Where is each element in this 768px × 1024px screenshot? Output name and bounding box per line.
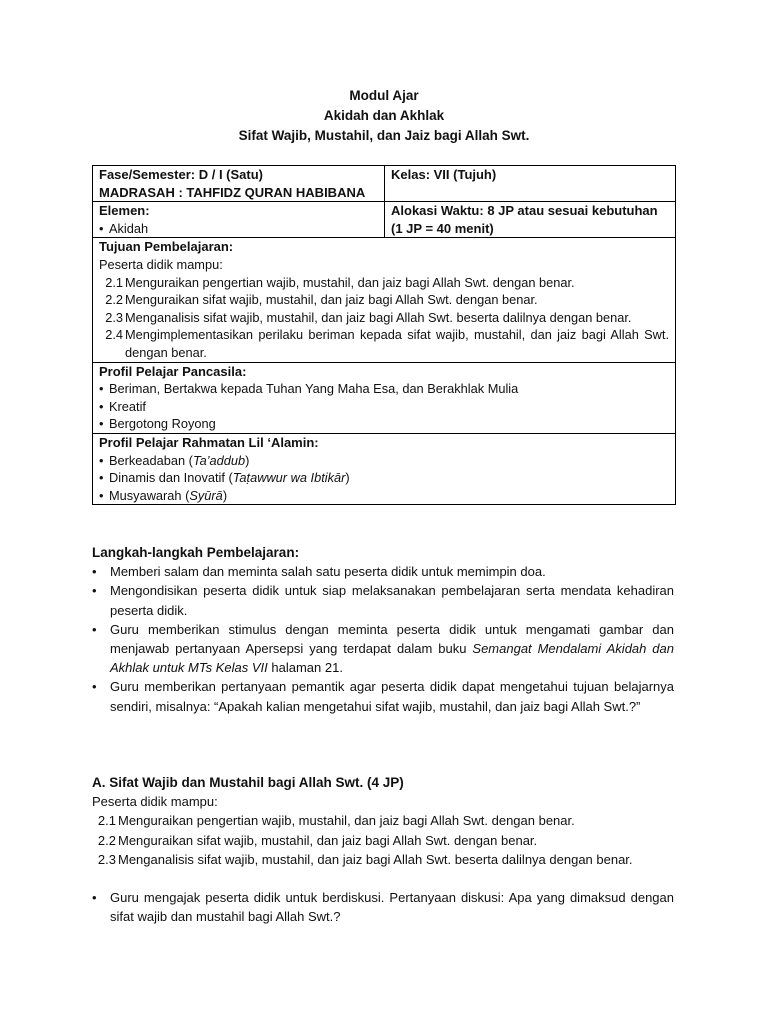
section-a-intro: Peserta didik mampu: (92, 794, 218, 810)
list-item (99, 415, 669, 433)
list-item (92, 581, 674, 619)
list-item (99, 380, 669, 398)
list-item (92, 677, 674, 715)
rahmatan-end: ) (245, 452, 250, 468)
langkah-section (92, 543, 674, 716)
bullet-icon: • (99, 220, 104, 236)
kelas-cell (385, 166, 676, 202)
list-item (92, 562, 674, 581)
tujuan-label: Tujuan Pembelajaran: (99, 239, 234, 255)
rahmatan-italic: Ta’addub (192, 452, 246, 468)
item-number: 2.1 (105, 274, 123, 290)
bullet-icon: • (99, 452, 104, 468)
table-row (93, 238, 676, 362)
item-number: 2.2 (97, 832, 116, 848)
langkah-item: Memberi salam dan meminta salah satu peserta didik untuk memimpin doa. (110, 564, 546, 580)
list-item (99, 326, 669, 361)
profil-item: Bergotong Royong (109, 416, 216, 432)
bullet-icon: • (92, 890, 97, 906)
item-text: Menguraikan sifat wajib, mustahil, dan jaiz bagi Allah Swt. dengan benar. (125, 292, 538, 308)
table-row (93, 433, 676, 504)
item-number: 2.3 (105, 309, 123, 325)
document-header (0, 86, 768, 146)
rahmatan-text: Musyawarah ( (109, 487, 190, 503)
elemen-cell (93, 202, 385, 238)
list-item (99, 398, 669, 416)
profil-cell (93, 362, 676, 433)
item-number: 2.4 (105, 327, 123, 343)
list-item (99, 274, 669, 292)
item-number: 2.3 (97, 851, 116, 867)
langkah-item-text: Guru memberikan stimulus dengan meminta peserta didik untuk mengamati gambar dan menjawab pertanyaan Apersepsi yang terdapat dalam buku (110, 621, 674, 657)
alokasi-text: Alokasi Waktu: 8 JP atau sesuai kebutuhan (1 JP = 40 menit) (391, 203, 658, 236)
section-a (92, 773, 674, 926)
list-item (92, 850, 674, 869)
kelas-text: Kelas: VII (Tujuh) (391, 167, 497, 182)
book-page: halaman 21. (267, 660, 343, 676)
list-item (99, 469, 669, 487)
rahmatan-end: ) (222, 487, 228, 503)
item-number: 2.2 (105, 292, 123, 308)
rahmatan-text: Berkeadaban ( (109, 452, 193, 468)
list-item (99, 309, 669, 327)
bullet-icon: • (99, 398, 104, 414)
langkah-item: Mengondisikan peserta didik untuk siap melaksanakan pembelajaran serta mendata kehadiran peserta didik. (110, 583, 674, 618)
list-item (92, 811, 674, 830)
list-item (92, 620, 674, 678)
bullet-icon: • (99, 470, 104, 486)
madrasah-text: MADRASAH : TAHFIDZ QURAN HABIBANA (99, 184, 366, 200)
list-item (99, 291, 669, 309)
book-title: Semangat Mendalami Akidah dan Akhlak untuk MTs Kelas VII (110, 641, 675, 676)
item-text: Menguraikan pengertian wajib, mustahil, dan jaiz bagi Allah Swt. dengan benar. (125, 274, 575, 290)
header-line-2: Akidah dan Akhlak (323, 108, 445, 123)
section-a-title: A. Sifat Wajib dan Mustahil bagi Allah Swt. (4 JP) (92, 775, 404, 790)
header-line-1: Modul Ajar (349, 88, 419, 103)
list-item (99, 487, 669, 505)
profil-item: Beriman, Bertakwa kepada Tuhan Yang Maha Esa, dan Berakhlak Mulia (109, 381, 519, 397)
rahmatan-item (109, 487, 227, 505)
rahmatan-cell (93, 433, 676, 504)
bullet-icon: • (92, 621, 97, 637)
alokasi-cell (385, 202, 676, 238)
fase-cell (93, 166, 385, 202)
item-text: Menguraikan sifat wajib, mustahil, dan jaiz bagi Allah Swt. dengan benar. (118, 832, 538, 848)
profil-item: Kreatif (109, 398, 146, 414)
module-info-table (92, 165, 676, 505)
langkah-title: Langkah-langkah Pembelajaran: (92, 545, 300, 560)
spacer (92, 869, 674, 888)
item-text: Menganalisis sifat wajib, mustahil, dan jaiz bagi Allah Swt. beserta dalilnya dengan benar. (125, 309, 632, 325)
list-item (92, 888, 674, 926)
list-item (92, 831, 674, 850)
list-item (99, 452, 669, 470)
item-number: 2.1 (97, 813, 116, 829)
table-row (93, 362, 676, 433)
rahmatan-italic: Taṭawwur wa Ibtikār (232, 470, 346, 486)
rahmatan-item (109, 452, 249, 470)
list-item (99, 220, 378, 238)
diskusi-text: Guru mengajak peserta didik untuk berdiskusi. Pertanyaan diskusi: Apa yang dimaksud dengan sifat wajib dan mustahil bagi Allah Swt.? (110, 890, 674, 925)
bullet-icon: • (99, 487, 104, 503)
elemen-item: Akidah (109, 220, 149, 236)
profil-label: Profil Pelajar Pancasila: (99, 363, 247, 379)
bullet-icon: • (92, 564, 97, 580)
rahmatan-italic: Syūrā (189, 487, 223, 503)
tujuan-intro: Peserta didik mampu: (99, 256, 223, 272)
bullet-icon: • (92, 679, 97, 695)
rahmatan-label: Profil Pelajar Rahmatan Lil ‘Alamin: (99, 434, 319, 450)
bullet-icon: • (92, 583, 97, 599)
rahmatan-item (109, 469, 350, 487)
elemen-label: Elemen: (99, 203, 150, 219)
langkah-item (110, 620, 674, 678)
item-text: Mengimplementasikan perilaku beriman kepada sifat wajib, mustahil, dan jaiz bagi Allah Swt. dengan benar. (125, 327, 669, 360)
bullet-icon: • (99, 381, 104, 397)
header-line-3: Sifat Wajib, Mustahil, dan Jaiz bagi Allah Swt. (238, 128, 530, 143)
table-row (93, 166, 676, 202)
table-row (93, 202, 676, 238)
bullet-icon: • (99, 416, 104, 432)
rahmatan-end: ) (345, 470, 350, 486)
langkah-item: Guru memberikan pertanyaan pemantik agar peserta didik dapat mengetahui tujuan belajarnya sendiri, misalnya: “Apakah kalian mengetahui sifat wajib, mustahil, dan jaiz bagi Allah Swt.?” (110, 679, 674, 714)
tujuan-cell (93, 238, 676, 362)
item-text: Menganalisis sifat wajib, mustahil, dan jaiz bagi Allah Swt. beserta dalilnya dengan benar. (118, 851, 633, 867)
fase-text: Fase/Semester: D / I (Satu) (99, 167, 263, 182)
rahmatan-text: Dinamis dan Inovatif ( (109, 470, 233, 486)
item-text: Menguraikan pengertian wajib, mustahil, dan jaiz bagi Allah Swt. dengan benar. (118, 813, 575, 829)
